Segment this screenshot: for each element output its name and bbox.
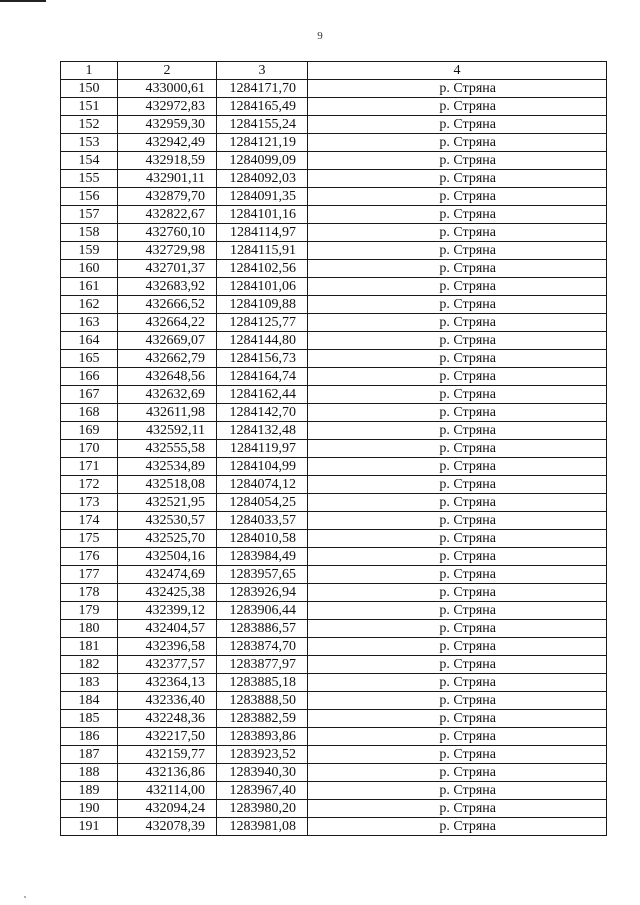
x-coordinate-cell: 432683,92 <box>118 278 217 296</box>
y-coordinate-cell: 1284144,80 <box>217 332 308 350</box>
table-row <box>61 242 607 260</box>
y-coordinate-cell: 1284164,74 <box>217 368 308 386</box>
table-row <box>61 80 607 98</box>
point-number-cell: 161 <box>61 278 118 296</box>
header-description: 4 <box>308 62 607 80</box>
y-coordinate-cell: 1284010,58 <box>217 530 308 548</box>
x-coordinate-cell: 432159,77 <box>118 746 217 764</box>
x-coordinate-cell: 432094,24 <box>118 800 217 818</box>
x-coordinate-cell: 432918,59 <box>118 152 217 170</box>
table-row <box>61 386 607 404</box>
point-number-cell: 179 <box>61 602 118 620</box>
table-row <box>61 440 607 458</box>
table-row <box>61 188 607 206</box>
point-number-cell: 181 <box>61 638 118 656</box>
description-cell: р. Стряна <box>308 404 607 422</box>
description-cell: р. Стряна <box>308 206 607 224</box>
point-number-cell: 176 <box>61 548 118 566</box>
x-coordinate-cell: 432396,58 <box>118 638 217 656</box>
table-row <box>61 566 607 584</box>
y-coordinate-cell: 1283923,52 <box>217 746 308 764</box>
description-cell: р. Стряна <box>308 530 607 548</box>
point-number-cell: 171 <box>61 458 118 476</box>
y-coordinate-cell: 1284162,44 <box>217 386 308 404</box>
x-coordinate-cell: 432530,57 <box>118 512 217 530</box>
table-row <box>61 98 607 116</box>
description-cell: р. Стряна <box>308 674 607 692</box>
y-coordinate-cell: 1284125,77 <box>217 314 308 332</box>
table-row <box>61 638 607 656</box>
x-coordinate-cell: 432525,70 <box>118 530 217 548</box>
table-row <box>61 548 607 566</box>
y-coordinate-cell: 1284092,03 <box>217 170 308 188</box>
point-number-cell: 163 <box>61 314 118 332</box>
x-coordinate-cell: 432632,69 <box>118 386 217 404</box>
y-coordinate-cell: 1283893,86 <box>217 728 308 746</box>
point-number-cell: 152 <box>61 116 118 134</box>
table-row <box>61 476 607 494</box>
y-coordinate-cell: 1284165,49 <box>217 98 308 116</box>
description-cell: р. Стряна <box>308 80 607 98</box>
point-number-cell: 153 <box>61 134 118 152</box>
description-cell: р. Стряна <box>308 440 607 458</box>
x-coordinate-cell: 432662,79 <box>118 350 217 368</box>
point-number-cell: 164 <box>61 332 118 350</box>
table-row <box>61 494 607 512</box>
description-cell: р. Стряна <box>308 746 607 764</box>
x-coordinate-cell: 433000,61 <box>118 80 217 98</box>
description-cell: р. Стряна <box>308 350 607 368</box>
y-coordinate-cell: 1284132,48 <box>217 422 308 440</box>
x-coordinate-cell: 432474,69 <box>118 566 217 584</box>
y-coordinate-cell: 1284156,73 <box>217 350 308 368</box>
table-row <box>61 728 607 746</box>
description-cell: р. Стряна <box>308 332 607 350</box>
x-coordinate-cell: 432504,16 <box>118 548 217 566</box>
x-coordinate-cell: 432534,89 <box>118 458 217 476</box>
y-coordinate-cell: 1283940,30 <box>217 764 308 782</box>
table-row <box>61 764 607 782</box>
x-coordinate-cell: 432217,50 <box>118 728 217 746</box>
point-number-cell: 169 <box>61 422 118 440</box>
description-cell: р. Стряна <box>308 152 607 170</box>
table-row <box>61 332 607 350</box>
point-number-cell: 184 <box>61 692 118 710</box>
y-coordinate-cell: 1283980,20 <box>217 800 308 818</box>
x-coordinate-cell: 432959,30 <box>118 116 217 134</box>
description-cell: р. Стряна <box>308 656 607 674</box>
description-cell: р. Стряна <box>308 548 607 566</box>
description-cell: р. Стряна <box>308 782 607 800</box>
point-number-cell: 157 <box>61 206 118 224</box>
point-number-cell: 188 <box>61 764 118 782</box>
x-coordinate-cell: 432729,98 <box>118 242 217 260</box>
description-cell: р. Стряна <box>308 728 607 746</box>
y-coordinate-cell: 1284109,88 <box>217 296 308 314</box>
point-number-cell: 166 <box>61 368 118 386</box>
table-row <box>61 152 607 170</box>
y-coordinate-cell: 1284101,06 <box>217 278 308 296</box>
y-coordinate-cell: 1283882,59 <box>217 710 308 728</box>
x-coordinate-cell: 432336,40 <box>118 692 217 710</box>
point-number-cell: 191 <box>61 818 118 836</box>
description-cell: р. Стряна <box>308 764 607 782</box>
header-x-coordinate: 2 <box>118 62 217 80</box>
point-number-cell: 160 <box>61 260 118 278</box>
table-row <box>61 530 607 548</box>
x-coordinate-cell: 432942,49 <box>118 134 217 152</box>
description-cell: р. Стряна <box>308 188 607 206</box>
point-number-cell: 185 <box>61 710 118 728</box>
table-row <box>61 224 607 242</box>
table-row <box>61 512 607 530</box>
coordinates-table <box>60 61 607 836</box>
x-coordinate-cell: 432136,86 <box>118 764 217 782</box>
x-coordinate-cell: 432611,98 <box>118 404 217 422</box>
x-coordinate-cell: 432399,12 <box>118 602 217 620</box>
table-row <box>61 782 607 800</box>
description-cell: р. Стряна <box>308 584 607 602</box>
description-cell: р. Стряна <box>308 710 607 728</box>
y-coordinate-cell: 1284101,16 <box>217 206 308 224</box>
y-coordinate-cell: 1283984,49 <box>217 548 308 566</box>
x-coordinate-cell: 432114,00 <box>118 782 217 800</box>
y-coordinate-cell: 1283906,44 <box>217 602 308 620</box>
x-coordinate-cell: 432521,95 <box>118 494 217 512</box>
table-header-row <box>61 62 607 80</box>
table-row <box>61 170 607 188</box>
x-coordinate-cell: 432648,56 <box>118 368 217 386</box>
x-coordinate-cell: 432518,08 <box>118 476 217 494</box>
x-coordinate-cell: 432879,70 <box>118 188 217 206</box>
table-row <box>61 458 607 476</box>
point-number-cell: 182 <box>61 656 118 674</box>
description-cell: р. Стряна <box>308 602 607 620</box>
description-cell: р. Стряна <box>308 566 607 584</box>
y-coordinate-cell: 1283926,94 <box>217 584 308 602</box>
description-cell: р. Стряна <box>308 800 607 818</box>
y-coordinate-cell: 1284171,70 <box>217 80 308 98</box>
x-coordinate-cell: 432364,13 <box>118 674 217 692</box>
description-cell: р. Стряна <box>308 314 607 332</box>
y-coordinate-cell: 1284102,56 <box>217 260 308 278</box>
x-coordinate-cell: 432248,36 <box>118 710 217 728</box>
table-row <box>61 818 607 836</box>
x-coordinate-cell: 432760,10 <box>118 224 217 242</box>
description-cell: р. Стряна <box>308 116 607 134</box>
y-coordinate-cell: 1284091,35 <box>217 188 308 206</box>
x-coordinate-cell: 432664,22 <box>118 314 217 332</box>
description-cell: р. Стряна <box>308 422 607 440</box>
scan-artifact-dot <box>24 896 26 898</box>
table-row <box>61 404 607 422</box>
point-number-cell: 180 <box>61 620 118 638</box>
y-coordinate-cell: 1283874,70 <box>217 638 308 656</box>
point-number-cell: 190 <box>61 800 118 818</box>
description-cell: р. Стряна <box>308 296 607 314</box>
point-number-cell: 183 <box>61 674 118 692</box>
point-number-cell: 154 <box>61 152 118 170</box>
y-coordinate-cell: 1284155,24 <box>217 116 308 134</box>
y-coordinate-cell: 1284099,09 <box>217 152 308 170</box>
point-number-cell: 173 <box>61 494 118 512</box>
table-row <box>61 710 607 728</box>
table-body <box>61 80 607 836</box>
header-point-number: 1 <box>61 62 118 80</box>
y-coordinate-cell: 1284033,57 <box>217 512 308 530</box>
description-cell: р. Стряна <box>308 224 607 242</box>
x-coordinate-cell: 432425,38 <box>118 584 217 602</box>
point-number-cell: 175 <box>61 530 118 548</box>
y-coordinate-cell: 1284054,25 <box>217 494 308 512</box>
x-coordinate-cell: 432701,37 <box>118 260 217 278</box>
description-cell: р. Стряна <box>308 386 607 404</box>
y-coordinate-cell: 1283967,40 <box>217 782 308 800</box>
description-cell: р. Стряна <box>308 458 607 476</box>
y-coordinate-cell: 1283877,97 <box>217 656 308 674</box>
table-row <box>61 260 607 278</box>
table-row <box>61 134 607 152</box>
description-cell: р. Стряна <box>308 98 607 116</box>
point-number-cell: 151 <box>61 98 118 116</box>
y-coordinate-cell: 1283885,18 <box>217 674 308 692</box>
description-cell: р. Стряна <box>308 512 607 530</box>
point-number-cell: 165 <box>61 350 118 368</box>
point-number-cell: 150 <box>61 80 118 98</box>
point-number-cell: 155 <box>61 170 118 188</box>
point-number-cell: 177 <box>61 566 118 584</box>
x-coordinate-cell: 432901,11 <box>118 170 217 188</box>
y-coordinate-cell: 1283888,50 <box>217 692 308 710</box>
header-y-coordinate: 3 <box>217 62 308 80</box>
point-number-cell: 186 <box>61 728 118 746</box>
description-cell: р. Стряна <box>308 170 607 188</box>
description-cell: р. Стряна <box>308 692 607 710</box>
point-number-cell: 187 <box>61 746 118 764</box>
x-coordinate-cell: 432592,11 <box>118 422 217 440</box>
table-row <box>61 584 607 602</box>
point-number-cell: 162 <box>61 296 118 314</box>
y-coordinate-cell: 1284121,19 <box>217 134 308 152</box>
x-coordinate-cell: 432822,67 <box>118 206 217 224</box>
point-number-cell: 159 <box>61 242 118 260</box>
description-cell: р. Стряна <box>308 494 607 512</box>
description-cell: р. Стряна <box>308 638 607 656</box>
y-coordinate-cell: 1284104,99 <box>217 458 308 476</box>
point-number-cell: 168 <box>61 404 118 422</box>
table-row <box>61 674 607 692</box>
x-coordinate-cell: 432377,57 <box>118 656 217 674</box>
x-coordinate-cell: 432669,07 <box>118 332 217 350</box>
description-cell: р. Стряна <box>308 278 607 296</box>
description-cell: р. Стряна <box>308 620 607 638</box>
y-coordinate-cell: 1284074,12 <box>217 476 308 494</box>
table-row <box>61 206 607 224</box>
description-cell: р. Стряна <box>308 134 607 152</box>
description-cell: р. Стряна <box>308 242 607 260</box>
x-coordinate-cell: 432404,57 <box>118 620 217 638</box>
table-row <box>61 350 607 368</box>
y-coordinate-cell: 1283957,65 <box>217 566 308 584</box>
x-coordinate-cell: 432666,52 <box>118 296 217 314</box>
y-coordinate-cell: 1284119,97 <box>217 440 308 458</box>
y-coordinate-cell: 1284114,97 <box>217 224 308 242</box>
y-coordinate-cell: 1283886,57 <box>217 620 308 638</box>
description-cell: р. Стряна <box>308 368 607 386</box>
point-number-cell: 172 <box>61 476 118 494</box>
description-cell: р. Стряна <box>308 476 607 494</box>
point-number-cell: 174 <box>61 512 118 530</box>
table-row <box>61 692 607 710</box>
x-coordinate-cell: 432078,39 <box>118 818 217 836</box>
description-cell: р. Стряна <box>308 260 607 278</box>
table-row <box>61 368 607 386</box>
table-row <box>61 656 607 674</box>
point-number-cell: 167 <box>61 386 118 404</box>
y-coordinate-cell: 1284142,70 <box>217 404 308 422</box>
description-cell: р. Стряна <box>308 818 607 836</box>
point-number-cell: 170 <box>61 440 118 458</box>
table-row <box>61 116 607 134</box>
x-coordinate-cell: 432555,58 <box>118 440 217 458</box>
table-row <box>61 422 607 440</box>
table-row <box>61 602 607 620</box>
table-row <box>61 278 607 296</box>
table-row <box>61 314 607 332</box>
y-coordinate-cell: 1283981,08 <box>217 818 308 836</box>
table-row <box>61 296 607 314</box>
point-number-cell: 178 <box>61 584 118 602</box>
scan-edge-line <box>0 0 46 2</box>
point-number-cell: 158 <box>61 224 118 242</box>
page-number: 9 <box>317 30 323 42</box>
table-row <box>61 620 607 638</box>
table-row <box>61 746 607 764</box>
table-row <box>61 800 607 818</box>
x-coordinate-cell: 432972,83 <box>118 98 217 116</box>
point-number-cell: 189 <box>61 782 118 800</box>
point-number-cell: 156 <box>61 188 118 206</box>
y-coordinate-cell: 1284115,91 <box>217 242 308 260</box>
